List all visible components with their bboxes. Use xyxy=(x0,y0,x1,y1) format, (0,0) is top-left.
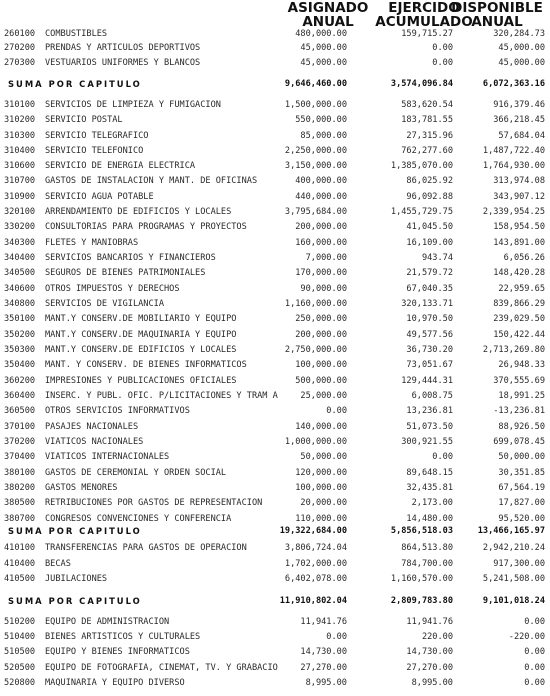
row-disponible-anual: 9,101,018.24 xyxy=(482,596,545,606)
table-row xyxy=(0,661,550,675)
row-description: MANT.Y CONSERV.DE EDIFICIOS Y LOCALES xyxy=(45,345,237,355)
row-code: 340600 xyxy=(4,284,36,294)
row-disponible-anual: 320,284.73 xyxy=(493,29,545,39)
row-disponible-anual: -220.00 xyxy=(508,632,545,642)
header-disponible-anual xyxy=(443,1,550,29)
table-row xyxy=(0,129,550,143)
row-code: 310900 xyxy=(4,192,36,202)
row-description: OTROS SERVICIOS INFORMATIVOS xyxy=(45,406,190,416)
row-asignado-anual: 500,000.00 xyxy=(295,376,347,386)
row-asignado-anual: 27,270.00 xyxy=(300,663,347,673)
table-row xyxy=(0,630,550,644)
row-code: 410100 xyxy=(4,543,36,553)
row-description: BECAS xyxy=(45,559,71,569)
table-row xyxy=(0,251,550,265)
row-asignado-anual: 170,000.00 xyxy=(295,268,347,278)
row-ejercido-acumulado: 220.00 xyxy=(421,632,453,642)
row-disponible-anual: 2,942,210.24 xyxy=(482,543,545,553)
table-row xyxy=(0,435,550,449)
row-ejercido-acumulado: 3,574,096.84 xyxy=(390,79,453,89)
row-ejercido-acumulado: 0.00 xyxy=(432,58,453,68)
table-row xyxy=(0,159,550,173)
row-asignado-anual: 3,795,684.00 xyxy=(284,207,347,217)
row-disponible-anual: 1,487,722.40 xyxy=(482,146,545,156)
row-disponible-anual: 839,866.29 xyxy=(493,299,545,309)
row-disponible-anual: 17,827.00 xyxy=(498,498,545,508)
row-code: 260100 xyxy=(4,29,36,39)
row-code: 350100 xyxy=(4,314,36,324)
row-asignado-anual: 9,646,460.00 xyxy=(284,79,347,89)
row-disponible-anual: 18,991.25 xyxy=(498,391,545,401)
row-disponible-anual: 158,954.50 xyxy=(493,222,545,232)
row-code: 360400 xyxy=(4,391,36,401)
row-disponible-anual: 50,000.00 xyxy=(498,452,545,462)
row-asignado-anual: 110,000.00 xyxy=(295,514,347,524)
table-row xyxy=(0,328,550,342)
row-description: MAQUINARIA Y EQUIPO DIVERSO xyxy=(45,678,185,688)
row-asignado-anual: 100,000.00 xyxy=(295,360,347,370)
header-ejercido-line1: EJERCIDO xyxy=(388,0,460,16)
row-ejercido-acumulado: 67,040.35 xyxy=(406,284,453,294)
row-description: SERVICIOS DE VIGILANCIA xyxy=(45,299,164,309)
row-ejercido-acumulado: 6,008.75 xyxy=(411,391,453,401)
row-code: 370400 xyxy=(4,452,36,462)
table-row xyxy=(0,676,550,690)
row-ejercido-acumulado: 14,480.00 xyxy=(406,514,453,524)
row-asignado-anual: 45,000.00 xyxy=(300,58,347,68)
row-ejercido-acumulado: 2,809,783.80 xyxy=(390,596,453,606)
row-disponible-anual: 0.00 xyxy=(524,617,545,627)
row-ejercido-acumulado: 21,579.72 xyxy=(406,268,453,278)
row-code: 360200 xyxy=(4,376,36,386)
row-code: 270300 xyxy=(4,58,36,68)
row-code: 520800 xyxy=(4,678,36,688)
row-asignado-anual: 250,000.00 xyxy=(295,314,347,324)
row-description: INSERC. Y PUBL. OFIC. P/LICITACIONES Y TRAM A xyxy=(45,391,278,401)
row-disponible-anual: 699,078.45 xyxy=(493,437,545,447)
summary-row xyxy=(0,524,550,538)
table-row xyxy=(0,174,550,188)
row-disponible-anual: 0.00 xyxy=(524,663,545,673)
row-code: 310700 xyxy=(4,176,36,186)
row-code: 520500 xyxy=(4,663,36,673)
row-asignado-anual: 480,000.00 xyxy=(295,29,347,39)
table-row xyxy=(0,113,550,127)
row-ejercido-acumulado: 1,385,070.00 xyxy=(390,161,453,171)
row-asignado-anual: 8,995.00 xyxy=(305,678,347,688)
row-ejercido-acumulado: 762,277.60 xyxy=(401,146,453,156)
row-description: TRANSFERENCIAS PARA GASTOS DE OPERACION xyxy=(45,543,247,553)
header-disponible-line1: DISPONIBLE xyxy=(451,0,543,16)
row-description: MANT.Y CONSERV.DE MOBILIARIO Y EQUIPO xyxy=(45,314,237,324)
row-disponible-anual: 143,891.00 xyxy=(493,238,545,248)
row-ejercido-acumulado: 320,133.71 xyxy=(401,299,453,309)
row-asignado-anual: 19,322,684.00 xyxy=(279,526,347,536)
row-disponible-anual: 45,000.00 xyxy=(498,58,545,68)
table-row xyxy=(0,645,550,659)
row-code: 510500 xyxy=(4,647,36,657)
row-ejercido-acumulado: 49,577.56 xyxy=(406,330,453,340)
row-description: JUBILACIONES xyxy=(45,574,108,584)
row-code: 380700 xyxy=(4,514,36,524)
row-description: BIENES ARTISTICOS Y CULTURALES xyxy=(45,632,201,642)
row-disponible-anual: 917,300.00 xyxy=(493,559,545,569)
row-code: 310100 xyxy=(4,100,36,110)
row-description: EQUIPO Y BIENES INFORMATICOS xyxy=(45,647,190,657)
row-asignado-anual: 1,160,000.00 xyxy=(284,299,347,309)
row-asignado-anual: 7,000.00 xyxy=(305,253,347,263)
row-ejercido-acumulado: 1,455,729.75 xyxy=(390,207,453,217)
row-description: MANT.Y CONSERV.DE MAQUINARIA Y EQUIPO xyxy=(45,330,237,340)
row-code: 310300 xyxy=(4,131,36,141)
row-disponible-anual: 0.00 xyxy=(524,678,545,688)
table-row xyxy=(0,420,550,434)
table-row xyxy=(0,266,550,280)
row-description: MANT. Y CONSERV. DE BIENES INFORMATICOS xyxy=(45,360,247,370)
row-description: EQUIPO DE ADMINISTRACION xyxy=(45,617,170,627)
row-disponible-anual: 67,564.19 xyxy=(498,483,545,493)
row-ejercido-acumulado: 159,715.27 xyxy=(401,29,453,39)
row-ejercido-acumulado: 183,781.55 xyxy=(401,115,453,125)
row-description: SEGUROS DE BIENES PATRIMONIALES xyxy=(45,268,206,278)
row-ejercido-acumulado: 10,970.50 xyxy=(406,314,453,324)
row-description: SERVICIO TELEFONICO xyxy=(45,146,144,156)
summary-row xyxy=(0,77,550,91)
row-ejercido-acumulado: 96,092.88 xyxy=(406,192,453,202)
table-row xyxy=(0,389,550,403)
row-ejercido-acumulado: 2,173.00 xyxy=(411,498,453,508)
row-disponible-anual: 95,520.00 xyxy=(498,514,545,524)
table-row xyxy=(0,615,550,629)
row-disponible-anual: 370,555.69 xyxy=(493,376,545,386)
row-ejercido-acumulado: 8,995.00 xyxy=(411,678,453,688)
row-description: EQUIPO DE FOTOGRAFIA, CINEMAT, TV. Y GRABACIO xyxy=(45,663,278,673)
table-row xyxy=(0,572,550,586)
table-row xyxy=(0,98,550,112)
row-ejercido-acumulado: 16,109.00 xyxy=(406,238,453,248)
row-disponible-anual: 30,351.85 xyxy=(498,468,545,478)
row-description: CONSULTORIAS PARA PROGRAMAS Y PROYECTOS xyxy=(45,222,247,232)
row-asignado-anual: 550,000.00 xyxy=(295,115,347,125)
row-description: OTROS IMPUESTOS Y DERECHOS xyxy=(45,284,180,294)
table-row xyxy=(0,144,550,158)
row-ejercido-acumulado: 32,435.81 xyxy=(406,483,453,493)
row-ejercido-acumulado: 11,941.76 xyxy=(406,617,453,627)
row-asignado-anual: 90,000.00 xyxy=(300,284,347,294)
row-code: 310200 xyxy=(4,115,36,125)
table-row xyxy=(0,343,550,357)
row-ejercido-acumulado: 51,073.50 xyxy=(406,422,453,432)
row-code: 510400 xyxy=(4,632,36,642)
row-code: 340500 xyxy=(4,268,36,278)
row-description: SERVICIOS BANCARIOS Y FINANCIEROS xyxy=(45,253,216,263)
row-disponible-anual: 26,948.33 xyxy=(498,360,545,370)
row-disponible-anual: 13,466,165.97 xyxy=(477,526,545,536)
table-row xyxy=(0,56,550,70)
row-ejercido-acumulado: 0.00 xyxy=(432,43,453,53)
header-asignado-line2: ANUAL xyxy=(302,14,354,30)
table-row xyxy=(0,496,550,510)
row-description: SUMA POR CAPITULO xyxy=(8,79,142,89)
row-description: SERVICIOS DE LIMPIEZA Y FUMIGACION xyxy=(45,100,221,110)
row-disponible-anual: 88,926.50 xyxy=(498,422,545,432)
row-asignado-anual: 0.00 xyxy=(326,406,347,416)
row-code: 330200 xyxy=(4,222,36,232)
row-code: 370200 xyxy=(4,437,36,447)
row-description: SERVICIO POSTAL xyxy=(45,115,123,125)
row-code: 410400 xyxy=(4,559,36,569)
row-code: 340800 xyxy=(4,299,36,309)
row-disponible-anual: 366,218.45 xyxy=(493,115,545,125)
row-disponible-anual: 45,000.00 xyxy=(498,43,545,53)
table-row xyxy=(0,481,550,495)
row-ejercido-acumulado: 1,160,570.00 xyxy=(390,574,453,584)
table-row xyxy=(0,358,550,372)
row-disponible-anual: 148,420.28 xyxy=(493,268,545,278)
row-asignado-anual: 120,000.00 xyxy=(295,468,347,478)
row-disponible-anual: -13,236.81 xyxy=(493,406,545,416)
row-code: 270200 xyxy=(4,43,36,53)
table-row xyxy=(0,557,550,571)
row-asignado-anual: 200,000.00 xyxy=(295,330,347,340)
row-asignado-anual: 6,402,078.00 xyxy=(284,574,347,584)
row-code: 310600 xyxy=(4,161,36,171)
row-asignado-anual: 0.00 xyxy=(326,632,347,642)
row-asignado-anual: 160,000.00 xyxy=(295,238,347,248)
table-row xyxy=(0,205,550,219)
row-asignado-anual: 85,000.00 xyxy=(300,131,347,141)
row-description: PASAJES NACIONALES xyxy=(45,422,139,432)
row-ejercido-acumulado: 36,730.20 xyxy=(406,345,453,355)
header-asignado-line1: ASIGNADO xyxy=(287,0,369,16)
row-ejercido-acumulado: 27,315.96 xyxy=(406,131,453,141)
row-code: 510200 xyxy=(4,617,36,627)
row-asignado-anual: 50,000.00 xyxy=(300,452,347,462)
row-code: 310400 xyxy=(4,146,36,156)
table-row xyxy=(0,41,550,55)
table-row xyxy=(0,466,550,480)
table-row xyxy=(0,27,550,41)
row-disponible-anual: 916,379.46 xyxy=(493,100,545,110)
row-description: GASTOS DE INSTALACION Y MANT. DE OFICINAS xyxy=(45,176,258,186)
row-asignado-anual: 25,000.00 xyxy=(300,391,347,401)
row-asignado-anual: 140,000.00 xyxy=(295,422,347,432)
row-ejercido-acumulado: 14,730.00 xyxy=(406,647,453,657)
row-code: 410500 xyxy=(4,574,36,584)
row-disponible-anual: 150,422.44 xyxy=(493,330,545,340)
row-ejercido-acumulado: 27,270.00 xyxy=(406,663,453,673)
row-code: 340300 xyxy=(4,238,36,248)
row-code: 380100 xyxy=(4,468,36,478)
row-description: ARRENDAMIENTO DE EDIFICIOS Y LOCALES xyxy=(45,207,232,217)
table-row xyxy=(0,312,550,326)
row-ejercido-acumulado: 73,051.67 xyxy=(406,360,453,370)
row-disponible-anual: 1,764,930.00 xyxy=(482,161,545,171)
row-description: CONGRESOS CONVENCIONES Y CONFERENCIA xyxy=(45,514,232,524)
header-disponible-line2: ANUAL xyxy=(471,14,523,30)
row-disponible-anual: 6,056.26 xyxy=(503,253,545,263)
row-description: FLETES Y MANIOBRAS xyxy=(45,238,139,248)
row-description: VESTUARIOS UNIFORMES Y BLANCOS xyxy=(45,58,201,68)
row-description: PRENDAS Y ARTICULOS DEPORTIVOS xyxy=(45,43,201,53)
row-ejercido-acumulado: 583,620.54 xyxy=(401,100,453,110)
row-code: 360500 xyxy=(4,406,36,416)
row-description: SUMA POR CAPITULO xyxy=(8,526,142,536)
header-ejercido-line2: ACUMULADO xyxy=(375,14,473,30)
row-asignado-anual: 3,150,000.00 xyxy=(284,161,347,171)
row-disponible-anual: 0.00 xyxy=(524,647,545,657)
table-row xyxy=(0,220,550,234)
row-ejercido-acumulado: 864,513.80 xyxy=(401,543,453,553)
table-row xyxy=(0,374,550,388)
row-disponible-anual: 239,029.50 xyxy=(493,314,545,324)
row-description: SERVICIO TELEGRAFICO xyxy=(45,131,149,141)
row-asignado-anual: 100,000.00 xyxy=(295,483,347,493)
table-row xyxy=(0,236,550,250)
row-ejercido-acumulado: 129,444.31 xyxy=(401,376,453,386)
row-code: 370100 xyxy=(4,422,36,432)
row-asignado-anual: 440,000.00 xyxy=(295,192,347,202)
row-ejercido-acumulado: 784,700.00 xyxy=(401,559,453,569)
row-asignado-anual: 2,250,000.00 xyxy=(284,146,347,156)
row-asignado-anual: 11,910,802.04 xyxy=(279,596,347,606)
row-disponible-anual: 2,339,954.25 xyxy=(482,207,545,217)
row-asignado-anual: 200,000.00 xyxy=(295,222,347,232)
row-disponible-anual: 5,241,508.00 xyxy=(482,574,545,584)
row-asignado-anual: 3,806,724.04 xyxy=(284,543,347,553)
row-description: IMPRESIONES Y PUBLICACIONES OFICIALES xyxy=(45,376,237,386)
row-asignado-anual: 1,500,000.00 xyxy=(284,100,347,110)
row-description: GASTOS MENORES xyxy=(45,483,118,493)
row-code: 340400 xyxy=(4,253,36,263)
table-row xyxy=(0,297,550,311)
row-disponible-anual: 57,684.04 xyxy=(498,131,545,141)
row-asignado-anual: 11,941.76 xyxy=(300,617,347,627)
row-ejercido-acumulado: 86,025.92 xyxy=(406,176,453,186)
row-asignado-anual: 20,000.00 xyxy=(300,498,347,508)
row-code: 380200 xyxy=(4,483,36,493)
row-asignado-anual: 1,702,000.00 xyxy=(284,559,347,569)
table-row xyxy=(0,404,550,418)
table-row xyxy=(0,450,550,464)
row-asignado-anual: 14,730.00 xyxy=(300,647,347,657)
row-disponible-anual: 343,907.12 xyxy=(493,192,545,202)
row-description: SERVICIO DE ENERGIA ELECTRICA xyxy=(45,161,196,171)
row-ejercido-acumulado: 89,648.15 xyxy=(406,468,453,478)
row-ejercido-acumulado: 41,045.50 xyxy=(406,222,453,232)
table-row xyxy=(0,190,550,204)
row-code: 350300 xyxy=(4,345,36,355)
row-description: SUMA POR CAPITULO xyxy=(8,596,142,606)
row-description: SERVICIO AGUA POTABLE xyxy=(45,192,154,202)
row-ejercido-acumulado: 13,236.81 xyxy=(406,406,453,416)
table-row xyxy=(0,282,550,296)
row-disponible-anual: 6,072,363.16 xyxy=(482,79,545,89)
table-row xyxy=(0,541,550,555)
row-asignado-anual: 2,750,000.00 xyxy=(284,345,347,355)
row-code: 320100 xyxy=(4,207,36,217)
row-asignado-anual: 1,000,000.00 xyxy=(284,437,347,447)
row-disponible-anual: 2,713,269.80 xyxy=(482,345,545,355)
row-ejercido-acumulado: 5,856,518.03 xyxy=(390,526,453,536)
row-asignado-anual: 400,000.00 xyxy=(295,176,347,186)
row-ejercido-acumulado: 300,921.55 xyxy=(401,437,453,447)
row-description: VIATICOS NACIONALES xyxy=(45,437,144,447)
row-ejercido-acumulado: 0.00 xyxy=(432,452,453,462)
row-code: 350200 xyxy=(4,330,36,340)
summary-row xyxy=(0,594,550,608)
row-disponible-anual: 22,959.65 xyxy=(498,284,545,294)
row-code: 380500 xyxy=(4,498,36,508)
row-description: COMBUSTIBLES xyxy=(45,29,108,39)
row-ejercido-acumulado: 943.74 xyxy=(421,253,453,263)
row-description: VIATICOS INTERNACIONALES xyxy=(45,452,170,462)
row-description: RETRIBUCIONES POR GASTOS DE REPRESENTACION xyxy=(45,498,263,508)
row-description: GASTOS DE CEREMONIAL Y ORDEN SOCIAL xyxy=(45,468,227,478)
row-code: 350400 xyxy=(4,360,36,370)
row-disponible-anual: 313,974.08 xyxy=(493,176,545,186)
row-asignado-anual: 45,000.00 xyxy=(300,43,347,53)
